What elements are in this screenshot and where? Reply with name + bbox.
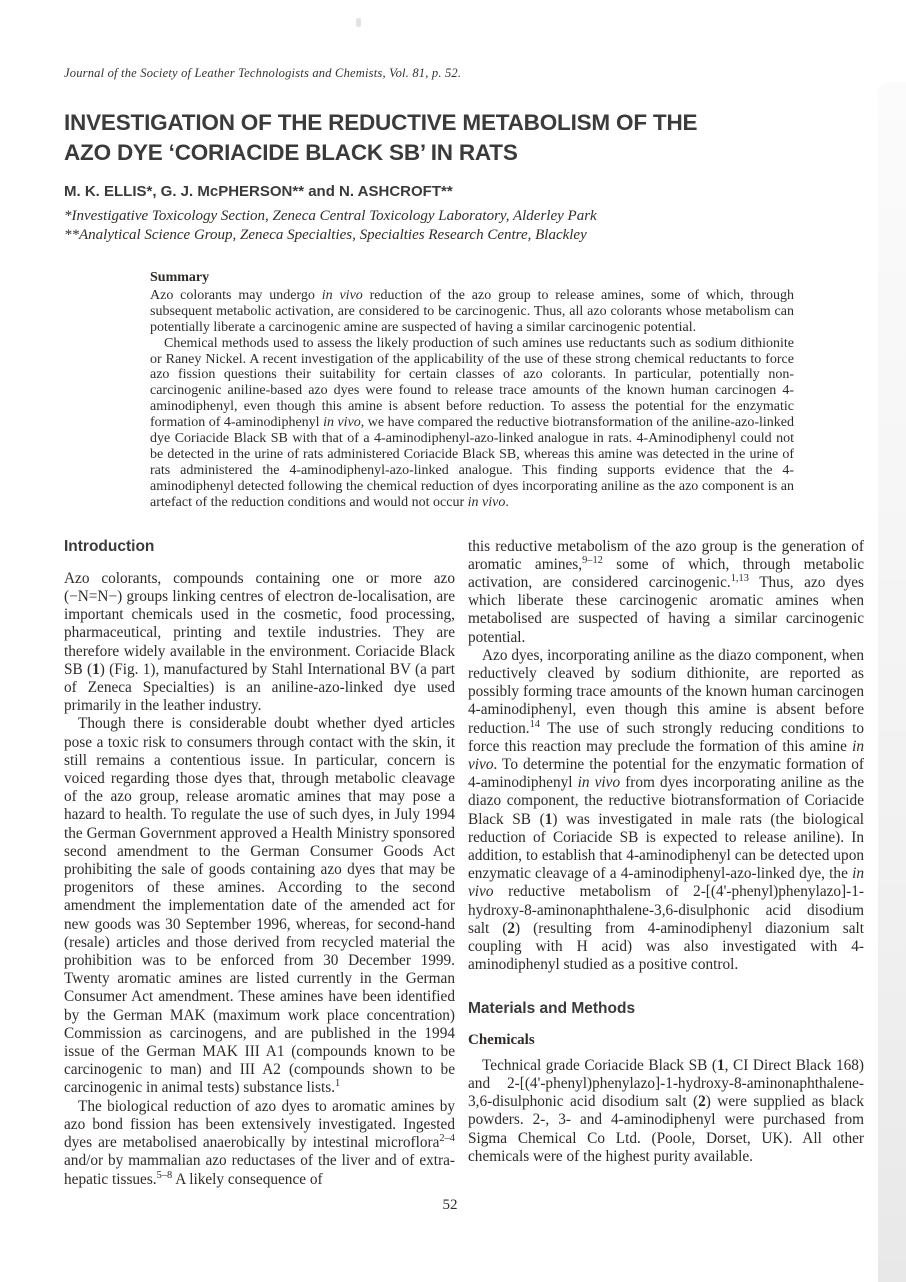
chemicals-subheading: Chemicals	[468, 1031, 535, 1048]
summary-paragraph-1: Azo colorants may undergo in vivo reduction of the azo group to release amines, some of which, through subsequent metabolic activation, are considered to be carcinogenic. Thus, all azo colorants whose metabolism can potentially liberate a carcinogenic amine are suspected of having a similar carcinogenic potential.	[150, 287, 794, 335]
introduction-heading: Introduction	[64, 537, 155, 555]
introduction-paragraph-3: The biological reduction of azo dyes to aromatic amines by azo bond fission has been extensively investigated. Ingested dyes are metabolised anaerobically by intestinal microflora$^{2-4}$ and/or by mammalian azo reductases of the liver and of extra-hepatic tissues.$^{5-8}$ A likely consequence of	[64, 1097, 455, 1188]
summary-paragraph-2: Chemical methods used to assess the likely production of such amines use reductants such as sodium dithionite or Raney Nickel. A recent investigation of the applicability of the use of these strong chemical reductants to force azo fission questions their suitability for certain classes of azo colorants. In particular, potentially non-carcinogenic aniline-based azo dyes were found to release trace amounts of the known human carcinogen 4-aminodiphenyl, even though this amine is absent before reduction. To assess the potential for the enzymatic formation of 4-aminodiphenyl in vivo, we have compared the reductive biotransformation of the aniline-azo-linked dye Coriacide Black SB with that of a 4-aminodiphenyl-azo-linked analogue in rats. 4-Aminodiphenyl could not be detected in the urine of rats administered Coriacide Black SB, whereas this amine was detected in the urine of rats administered the 4-aminodiphenyl-azo-linked analogue. This finding supports evidence that the 4-aminodiphenyl detected following the chemical reduction of dyes incorporating aniline as the azo component is an artefact of the reduction conditions and would not occur in vivo.	[150, 335, 794, 510]
chemicals-paragraph: Technical grade Coriacide Black SB (1, CI Direct Black 168) and 2-[(4'-phenyl)phenylazo]-1-hydroxy-8-aminonaphthalene-3,6-disulphonic acid disodium salt (2) were supplied as black powders. 2-, 3- and 4-aminodiphenyl were purchased from Sigma Chemical Co Ltd. (Poole, Dorset, UK). All other chemicals were of the highest purity available.	[468, 1056, 864, 1165]
journal-citation: Journal of the Society of Leather Technologists and Chemists, Vol. 81, p. 52.	[64, 66, 462, 80]
summary-section	[150, 270, 794, 511]
right-column	[468, 538, 864, 1189]
introduction-paragraph-2: Though there is considerable doubt whether dyed articles pose a toxic risk to consumers through contact with the skin, it still remains a contentious issue. In particular, concern is voiced regarding those dyes that, through metabolic cleavage of the azo group, release aromatic amines that may pose a hazard to health. To regulate the use of such dyes, in July 1994 the German Government approved a Health Ministry sponsored second amendment to the German Consumer Goods Act prohibiting the sale of goods containing azo dyes that may be progenitors of these amines. According to the second amendment the implementation date of the amended act for new goods was 30 September 1996, whereas, for second-hand (resale) articles and those derived from recycled material the prohibition was to be enforced from 30 December 1999. Twenty aromatic amines are listed currently in the German Consumer Act amendment. These amines have been identified by the German MAK (maximum work place concentration) Commission as carcinogens, and are published in the 1994 issue of the German MAK III A1 (compounds known to be carcinogenic to man) and III A2 (compounds shown to be carcinogenic in animal tests) substance lists.$^1$	[64, 715, 455, 1097]
affiliations	[64, 207, 864, 245]
two-column-body	[64, 538, 864, 1189]
left-column	[64, 538, 455, 1189]
introduction-paragraph-1: Azo colorants, compounds containing one or more azo (−N=N−) groups linking centres of electron de-localisation, are important chemicals used in the cosmetic, food processing, pharmaceutical, printing and textile industries. They are therefore widely available in the environment. Coriacide Black SB (1) (Fig. 1), manufactured by Stahl International BV (a part of Zeneca Specialties) is an aniline-azo-linked dye used primarily in the leather industry.	[64, 569, 455, 715]
article-title-line1: INVESTIGATION OF THE REDUCTIVE METABOLISM OF THE	[64, 110, 698, 135]
article-title-line2: AZO DYE ‘CORIACIDE BLACK SB’ IN RATS	[64, 140, 518, 165]
affiliation-1: *Investigative Toxicology Section, Zeneca Central Toxicology Laboratory, Alderley Park	[64, 208, 597, 224]
scan-edge-shadow	[878, 82, 906, 1282]
page-number: 52	[442, 1197, 458, 1213]
introduction-paragraph-4: Azo dyes, incorporating aniline as the diazo component, when reductively cleaved by sodium dithionite, are reported as possibly forming trace amounts of the known human carcinogen 4-aminodiphenyl, even though this amine is absent before reduction.$^{14}$ The use of such strongly reducing conditions to force this reaction may preclude the formation of this amine in vivo. To determine the potential for the enzymatic formation of 4-aminodiphenyl in vivo from dyes incorporating aniline as the diazo component, the reductive biotransformation of Coriacide Black SB (1) was investigated in male rats (the biological reduction of Coriacide SB is expected to release aniline). In addition, to establish that 4-aminodiphenyl can be detected upon enzymatic cleavage of a 4-aminodiphenyl-azo-linked dye, the in vivo reductive metabolism of 2-[(4'-phenyl)phenylazo]-1-hydroxy-8-aminonaphthalene-3,6-disulphonic acid disodium salt (2) (resulting from 4-aminodiphenyl diazonium salt coupling with H acid) was also investigated with 4-aminodiphenyl studied as a positive control.	[468, 646, 864, 974]
materials-methods-heading: Materials and Methods	[468, 1000, 636, 1018]
affiliation-2: **Analytical Science Group, Zeneca Specialties, Specialties Research Centre, Blackley	[64, 227, 587, 243]
scan-artifact-mark	[356, 18, 361, 27]
introduction-continuation-paragraph: this reductive metabolism of the azo group is the generation of aromatic amines,$^{9-12}$ some of which, through metabolic activation, are considered carcinogenic.$^{1,13}$ Thus, azo dyes which liberate these carcinogenic aromatic amines when metabolised are suspected of having a similar carcinogenic potential.	[468, 537, 864, 646]
author-list: M. K. ELLIS*, G. J. McPHERSON** and N. ASHCROFT**	[64, 183, 453, 200]
summary-heading: Summary	[150, 270, 210, 285]
page-content	[64, 0, 864, 1189]
article-title	[64, 108, 864, 168]
